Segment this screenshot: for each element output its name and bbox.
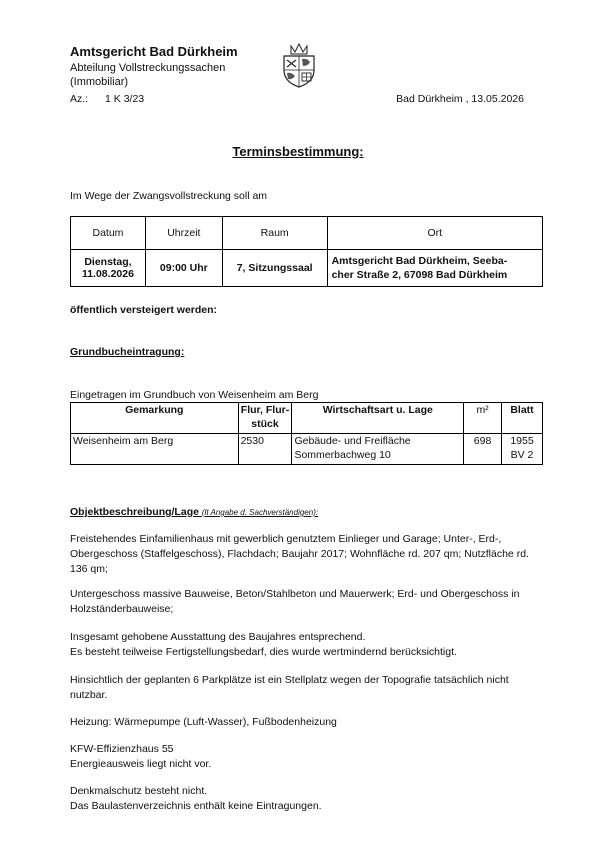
land-register-table (70, 402, 543, 465)
cell-wirtschaftsart (292, 434, 464, 465)
cell-blatt-line-2: BV 2 (510, 449, 534, 461)
place-date: Bad Dürkheim , 13.05.2026 (396, 93, 524, 105)
object-paragraph-3-line-2: Es besteht teilweise Fertigstellungsbedarf, dies wurde wertmindernd berücksichtigt. (70, 646, 457, 658)
object-paragraph-6-line-1: KFW-Effizienzhaus 55 (70, 743, 174, 755)
header-gemarkung: Gemarkung (71, 403, 239, 434)
auction-weekday: Dienstag, (84, 256, 132, 268)
header-raum: Raum (222, 217, 327, 250)
auction-date (71, 250, 146, 287)
table-row (71, 434, 543, 465)
auction-place-line-2: cher Straße 2, 67098 Bad Dürkheim (331, 269, 508, 281)
auction-place-line-1: Amtsgericht Bad Dürkheim, Seeba- (331, 255, 508, 267)
object-paragraph-7-line-2: Das Baulastenverzeichnis enthält keine Eintragungen. (70, 800, 322, 812)
auction-time: 09:00 Uhr (145, 250, 222, 287)
court-name: Amtsgericht Bad Dürkheim (70, 44, 238, 59)
cell-blatt (502, 434, 543, 465)
header-flur (238, 403, 292, 434)
land-register-heading: Grundbucheintragung: (70, 346, 185, 358)
auction-place (327, 250, 542, 287)
object-paragraph-6 (70, 742, 540, 772)
object-paragraph-1: Freistehendes Einfamilienhaus mit gewerblich genutztem Einlieger und Garage; Unter-, Erd-, Obergeschoss (Staffelgeschoss), Flachdach; Baujahr 2017; Wohnfläche rd. 207 qm; Nutzfläche rd. 136 qm; (70, 533, 529, 575)
header-flur-line-1: Flur, Flur- (240, 404, 290, 416)
header-uhrzeit: Uhrzeit (145, 217, 222, 250)
document-title: Terminsbestimmung: (232, 144, 364, 159)
object-paragraph-6-line-2: Energieausweis liegt nicht vor. (70, 758, 212, 770)
header-blatt: Blatt (502, 403, 543, 434)
object-paragraph-5: Heizung: Wärmepumpe (Luft-Wasser), Fußbodenheizung (70, 716, 337, 728)
object-heading-note: (lt Angabe d. Sachverständigen): (201, 508, 319, 517)
object-paragraph-3 (70, 630, 540, 660)
cell-wirtschaftsart-line-1: Gebäude- und Freifläche (294, 435, 411, 447)
cell-area: 698 (464, 434, 502, 465)
cell-gemarkung: Weisenheim am Berg (71, 434, 239, 465)
object-paragraph-2: Untergeschoss massive Bauweise, Beton/Stahlbeton und Mauerwerk; Erd- und Obergeschoss in Holzständerbauweise; (70, 588, 520, 615)
cell-blatt-line-1: 1955 (510, 435, 534, 447)
object-paragraph-4: Hinsichtlich der geplanten 6 Parkplätze ist ein Stellplatz wegen der Topografie tatsächlich nicht nutzbar. (70, 674, 509, 701)
auction-date-value: 11.08.2026 (81, 268, 134, 280)
auction-statement: öffentlich versteigert werden: (70, 304, 218, 316)
land-register-text: Eingetragen im Grundbuch von Weisenheim am Berg (70, 389, 319, 401)
schedule-table (70, 216, 543, 287)
state-crest-icon (281, 42, 317, 88)
header-wirtschaftsart: Wirtschaftsart u. Lage (292, 403, 464, 434)
object-paragraph-7 (70, 784, 540, 814)
department-line-1: Abteilung Vollstreckungssachen (70, 62, 226, 74)
object-heading-title: Objektbeschreibung/Lage (70, 506, 199, 518)
cell-flur: 2530 (238, 434, 292, 465)
az-number: 1 K 3/23 (105, 93, 145, 105)
schedule-value-row (71, 250, 543, 287)
object-paragraph-7-line-1: Denkmalschutz besteht nicht. (70, 785, 208, 797)
az-label: Az.: (70, 93, 89, 105)
cell-wirtschaftsart-line-2: Sommerbachweg 10 (294, 449, 391, 461)
object-paragraph-3-line-1: Insgesamt gehobene Ausstattung des Baujahres entsprechend. (70, 631, 366, 643)
department-line-2: (Immobiliar) (70, 76, 129, 88)
object-heading (70, 506, 318, 518)
case-reference (70, 93, 144, 105)
header-area: m² (464, 403, 502, 434)
header-ort: Ort (327, 217, 542, 250)
header-datum: Datum (71, 217, 146, 250)
header-flur-line-2: stück (251, 418, 279, 430)
intro-text: Im Wege der Zwangsvollstreckung soll am (70, 190, 268, 202)
land-register-header-row (71, 403, 543, 434)
auction-room: 7, Sitzungssaal (222, 250, 327, 287)
schedule-header-row (71, 217, 543, 250)
